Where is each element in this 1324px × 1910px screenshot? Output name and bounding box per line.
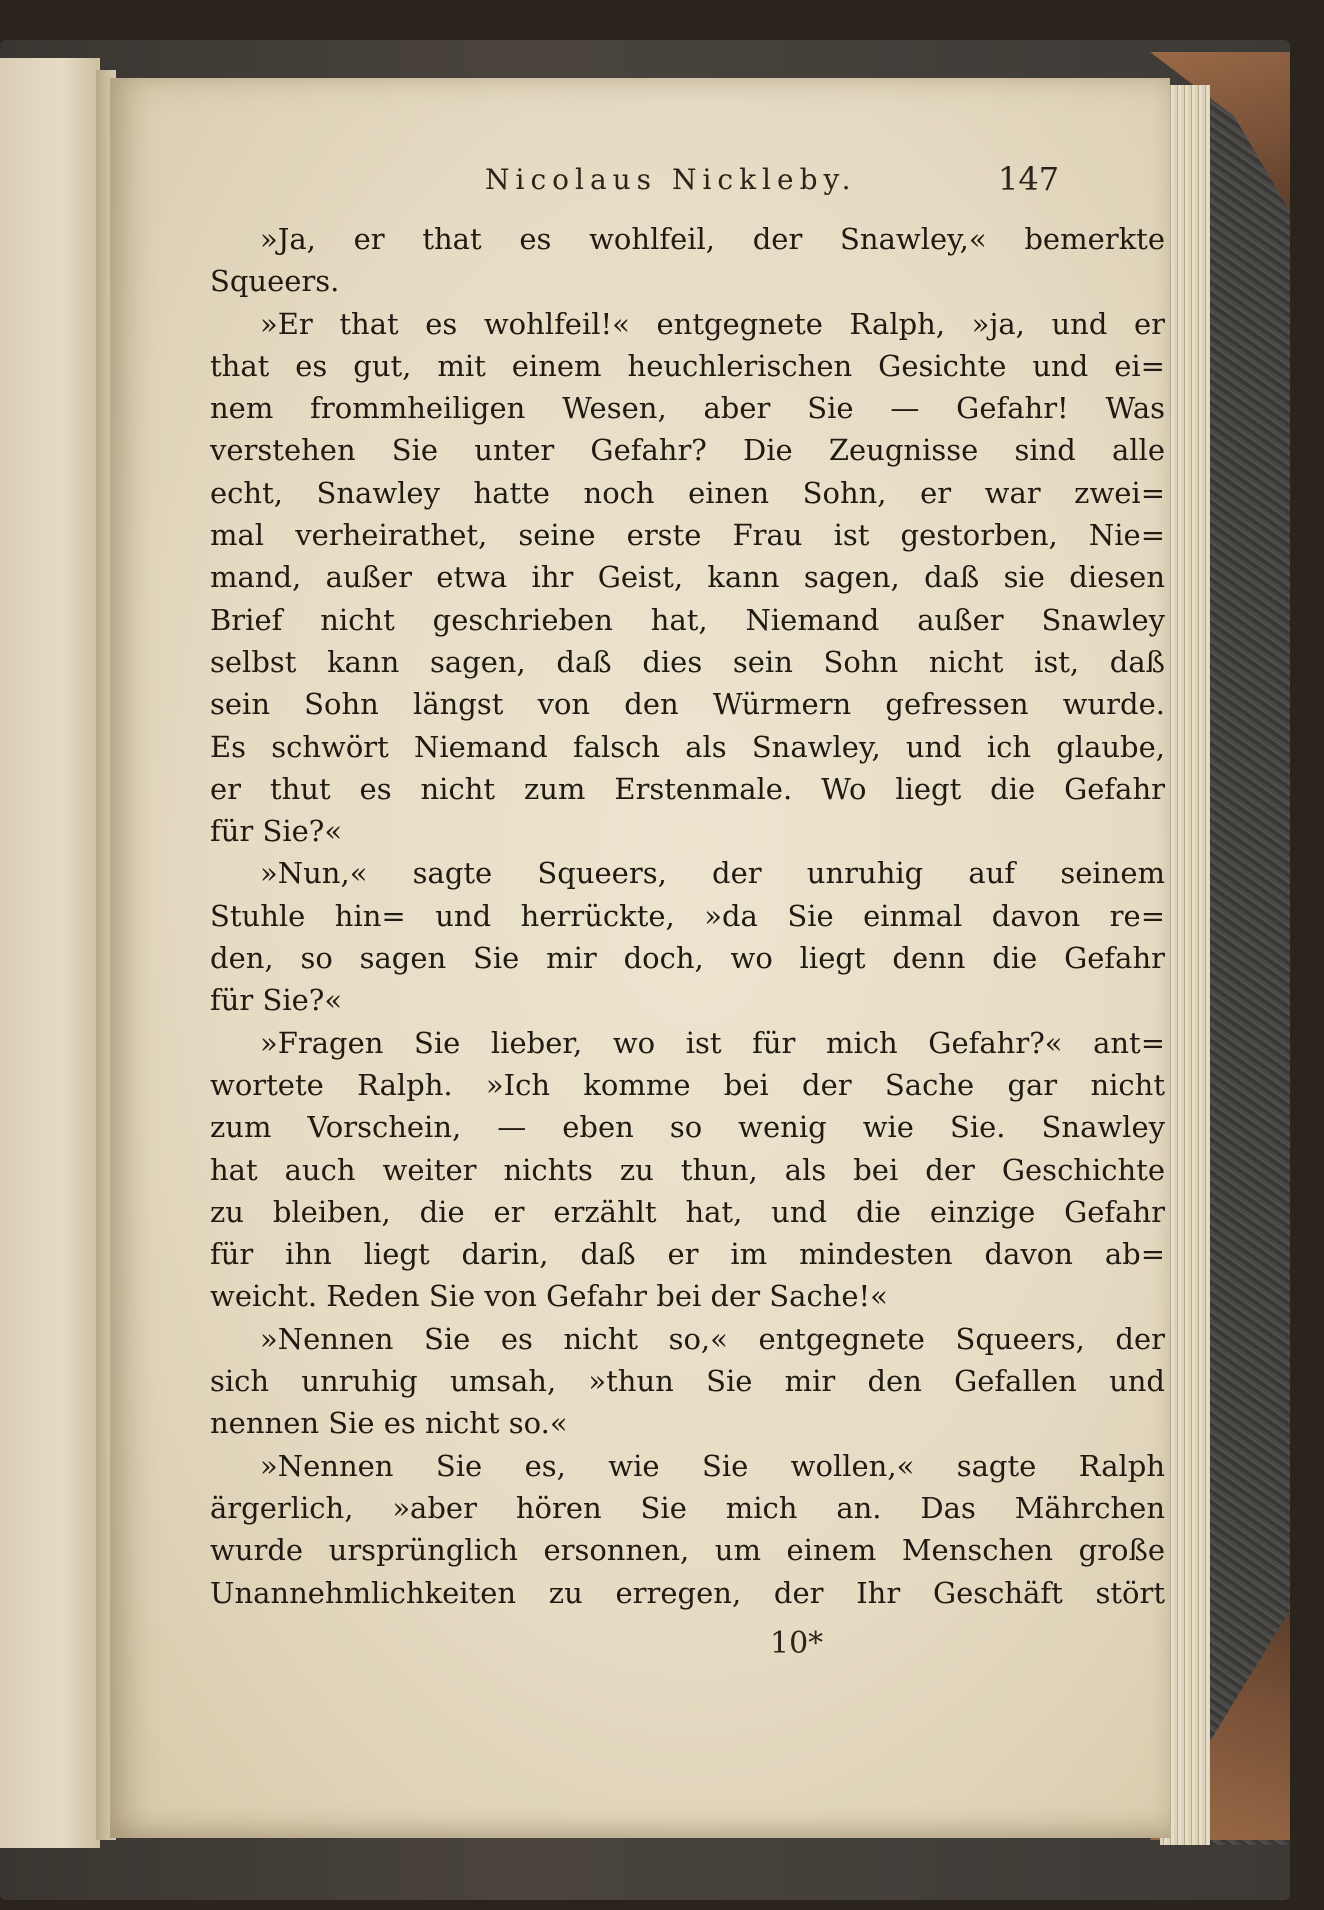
text-line: weicht. Reden Sie von Gefahr bei der Sache!« xyxy=(210,1279,888,1314)
text-line: er thut es nicht zum Erstenmale. Wo liegt die Gefahr xyxy=(210,771,1165,806)
text-line: den, so sagen Sie mir doch, wo liegt denn die Gefahr xyxy=(210,941,1165,976)
text-line: Stuhle hin= und herrückte, »da Sie einmal davon re= xyxy=(210,898,1165,933)
text-line: für ihn liegt darin, daß er im mindesten davon ab= xyxy=(210,1237,1165,1272)
text-line: Squeers. xyxy=(210,264,340,299)
text-line: »Ja, er that es wohlfeil, der Snawley,« bemerkte xyxy=(260,222,1165,256)
text-line: nennen Sie es nicht so.« xyxy=(210,1406,568,1441)
text-line: Brief nicht geschrieben hat, Niemand außer Snawley xyxy=(210,602,1165,637)
text-line: für Sie?« xyxy=(210,983,343,1018)
text-line: Unannehmlichkeiten zu erregen, der Ihr Geschäft stört xyxy=(210,1575,1165,1610)
text-line: mand, außer etwa ihr Geist, kann sagen, daß sie diesen xyxy=(210,560,1165,595)
text-line: selbst kann sagen, daß dies sein Sohn nicht ist, daß xyxy=(210,644,1165,679)
text-line: mal verheirathet, seine erste Frau ist gestorben, Nie= xyxy=(210,518,1165,553)
running-head: Nicolaus Nickleby. xyxy=(485,163,857,196)
signature-mark: 10* xyxy=(770,1626,824,1661)
book-page xyxy=(110,78,1170,1838)
text-line: »Fragen Sie lieber, wo ist für mich Gefahr?« ant= xyxy=(260,1025,1165,1060)
text-line: Es schwört Niemand falsch als Snawley, und ich glaube, xyxy=(210,729,1165,764)
text-line: für Sie?« xyxy=(210,814,343,849)
text-line: that es gut, mit einem heuchlerischen Gesichte und ei= xyxy=(210,348,1165,383)
text-line: nem frommheiligen Wesen, aber Sie — Gefahr! Was xyxy=(210,391,1165,426)
page-number: 147 xyxy=(998,160,1060,198)
text-line: »Nennen Sie es, wie Sie wollen,« sagte Ralph xyxy=(260,1448,1165,1483)
text-line: »Er that es wohlfeil!« entgegnete Ralph, »ja, und er xyxy=(260,306,1165,341)
text-line: echt, Snawley hatte noch einen Sohn, er war zwei= xyxy=(210,475,1165,510)
body-text xyxy=(210,218,1165,1614)
text-line: »Nennen Sie es nicht so,« entgegnete Squeers, der xyxy=(260,1321,1165,1356)
text-line: verstehen Sie unter Gefahr? Die Zeugnisse sind alle xyxy=(210,433,1165,468)
text-line: hat auch weiter nichts zu thun, als bei der Geschichte xyxy=(210,1152,1165,1187)
text-line: wortete Ralph. »Ich komme bei der Sache gar nicht xyxy=(210,1067,1165,1102)
text-line: wurde ursprünglich ersonnen, um einem Menschen große xyxy=(210,1533,1165,1568)
text-line: sein Sohn längst von den Würmern gefressen wurde. xyxy=(210,687,1165,722)
text-line: »Nun,« sagte Squeers, der unruhig auf seinem xyxy=(260,856,1165,891)
text-line: sich unruhig umsah, »thun Sie mir den Gefallen und xyxy=(210,1364,1165,1399)
text-line: zum Vorschein, — eben so wenig wie Sie. Snawley xyxy=(210,1110,1165,1145)
left-page-edge xyxy=(0,58,100,1848)
text-line: zu bleiben, die er erzählt hat, und die einzige Gefahr xyxy=(210,1194,1165,1229)
text-line: ärgerlich, »aber hören Sie mich an. Das Mährchen xyxy=(210,1490,1165,1525)
